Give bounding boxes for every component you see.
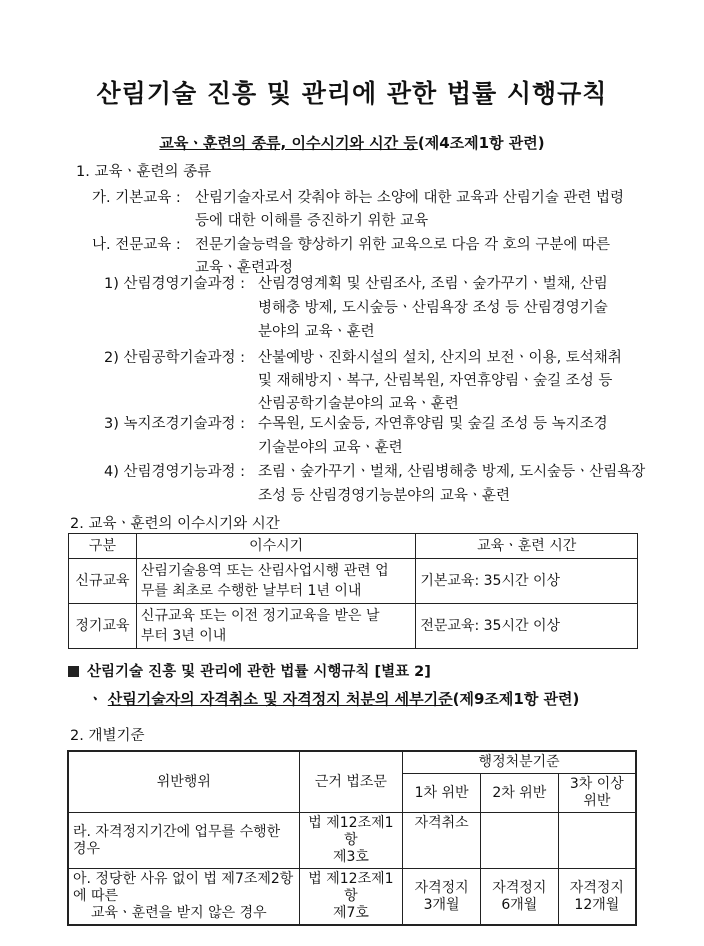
cell-line: 제7호 [332,905,369,921]
table-cell-law [299,813,403,869]
table-header-cell: 교육ㆍ훈련 시간 [416,534,638,559]
course-3-label: 3) 녹지조경기술과정 : [104,416,246,432]
cell-line: 아. 정당한 사유 없이 법 제7조제2항에 따른 [73,871,294,904]
table-cell-penalty [558,869,636,926]
table-cell-penalty [403,869,481,926]
heading-completion-timing: 2. 교육ㆍ훈련의 이수시기와 시간 [70,516,280,532]
table-header-row [68,751,636,774]
when-line: 부터 3년 이내 [140,628,227,644]
header-line: 위반 [583,793,611,809]
table-cell-penalty [480,869,558,926]
cell-line: 법 제12조제1항 [308,815,394,848]
table-row [68,813,636,869]
completion-table [68,533,638,649]
cell-line: 자격정지 [414,879,469,896]
square-bullet-icon [68,666,79,677]
table-row [69,604,638,649]
when-line: 무를 최초로 수행한 날부터 1년 이내 [140,583,362,599]
item-na-line2: 교육ㆍ훈련과정 [195,260,294,276]
table-header-cell: 위반행위 [68,751,299,813]
table-cell-penalty [403,813,481,869]
cell-line: 제3호 [332,849,369,865]
table-header-cell: 2차 위반 [480,774,558,813]
table-header-cell: 1차 위반 [403,774,481,813]
table-row [69,559,638,604]
table-cell-penalty [558,813,636,869]
cell-line: 자격정지 [492,879,547,896]
cell-line: 자격취소 [414,815,469,831]
course-1-line: 분야의 교육ㆍ훈련 [258,324,375,340]
when-line: 산림기술용역 또는 산림사업시행 관련 업 [140,563,389,579]
heading-education-types: 1. 교육ㆍ훈련의 종류 [76,164,212,180]
appendix-title-text: 산림기술 진흥 및 관리에 관한 법률 시행규칙 [별표 2] [87,664,431,680]
item-ga-line1: 산림기술자로서 갖춰야 하는 소양에 대한 교육과 산림기술 관련 법령 [195,190,625,206]
subtitle-underlined: 교육ㆍ훈련의 종류, 이수시기와 시간 등 [159,134,418,152]
page-title: 산림기술 진흥 및 관리에 관한 법률 시행규칙 [96,79,608,108]
course-4-line: 조성 등 산림경영기능분야의 교육ㆍ훈련 [258,488,510,504]
course-4-line: 조림ㆍ숲가꾸기ㆍ벌채, 산림병해충 방제, 도시숲등ㆍ산림욕장 [258,464,646,480]
course-1-line: 산림경영계획 및 산림조사, 조림ㆍ숲가꾸기ㆍ벌채, 산림 [258,276,608,292]
course-1-line: 병해충 방제, 도시숲등ㆍ산림욕장 조성 등 산림경영기술 [258,300,608,316]
course-3-line: 수목원, 도시숲등, 자연휴양림 및 숲길 조성 등 녹지조경 [258,416,608,432]
cell-line: 법 제12조제1항 [308,871,394,904]
cell-line: 교육ㆍ훈련을 받지 않은 경우 [91,905,267,921]
item-ga-line2: 등에 대한 이해를 증진하기 위한 교육 [195,213,429,229]
when-line: 신규교육 또는 이전 정기교육을 받은 날 [140,608,380,624]
course-3-line: 기술분야의 교육ㆍ훈련 [258,440,403,456]
appendix-subtitle-underlined: 산림기술자의 자격취소 및 자격정지 처분의 세부기준 [107,690,453,708]
table-cell-penalty [480,813,558,869]
header-line: 3차 이상 [569,776,624,792]
appendix-title [68,660,431,681]
table-cell-hours: 전문교육: 35시간 이상 [416,604,638,649]
table-header-row [69,534,638,559]
section-subtitle [0,132,704,153]
subtitle-rest: (제4조제1항 관련) [417,134,545,152]
table-cell-when [136,559,415,604]
item-na-line1: 전문기술능력을 향상하기 위한 교육으로 다음 각 호의 구분에 따른 [195,237,611,253]
table-header-cell: 구분 [69,534,137,559]
heading-individual-criteria: 2. 개별기준 [70,728,145,744]
course-1-label: 1) 산림경영기술과정 : [104,276,246,292]
table-cell-when [136,604,415,649]
cell-line: 자격정지 [569,879,624,896]
table-header-cell [558,774,636,813]
cell-line: 12개월 [574,896,620,913]
appendix-subtitle: ㆍ 산림기술자의 자격취소 및 자격정지 처분의 세부기준(제9조제1항 관련) [88,690,580,708]
course-2-label: 2) 산림공학기술과정 : [104,350,246,366]
table-cell-type: 정기교육 [69,604,137,649]
item-na-label: 나. 전문교육 : [92,237,181,253]
appendix-subtitle-rest: (제9조제1항 관련) [452,690,580,708]
course-2-line: 산불예방ㆍ진화시설의 설치, 산지의 보전ㆍ이용, 토석채취 [258,350,622,366]
table-cell-type: 신규교육 [69,559,137,604]
sanction-table [67,750,637,926]
cell-line: 라. 자격정지기간에 업무를 수행한 경우 [73,823,281,857]
item-ga-label: 가. 기본교육 : [92,190,181,206]
table-cell-law [299,869,403,926]
table-row [68,869,636,926]
table-cell-violation [68,869,299,926]
cell-line: 6개월 [501,896,538,913]
table-cell-violation [68,813,299,869]
table-header-cell: 이수시기 [136,534,415,559]
table-header-cell: 근거 법조문 [299,751,403,813]
table-header-cell: 행정처분기준 [403,751,636,774]
course-2-line: 산림공학기술분야의 교육ㆍ훈련 [258,396,459,412]
course-2-line: 및 재해방지ㆍ복구, 산림복원, 자연휴양림ㆍ숲길 조성 등 [258,373,613,389]
cell-line: 3개월 [423,896,460,913]
table-cell-hours: 기본교육: 35시간 이상 [416,559,638,604]
course-4-label: 4) 산림경영기능과정 : [104,464,246,480]
